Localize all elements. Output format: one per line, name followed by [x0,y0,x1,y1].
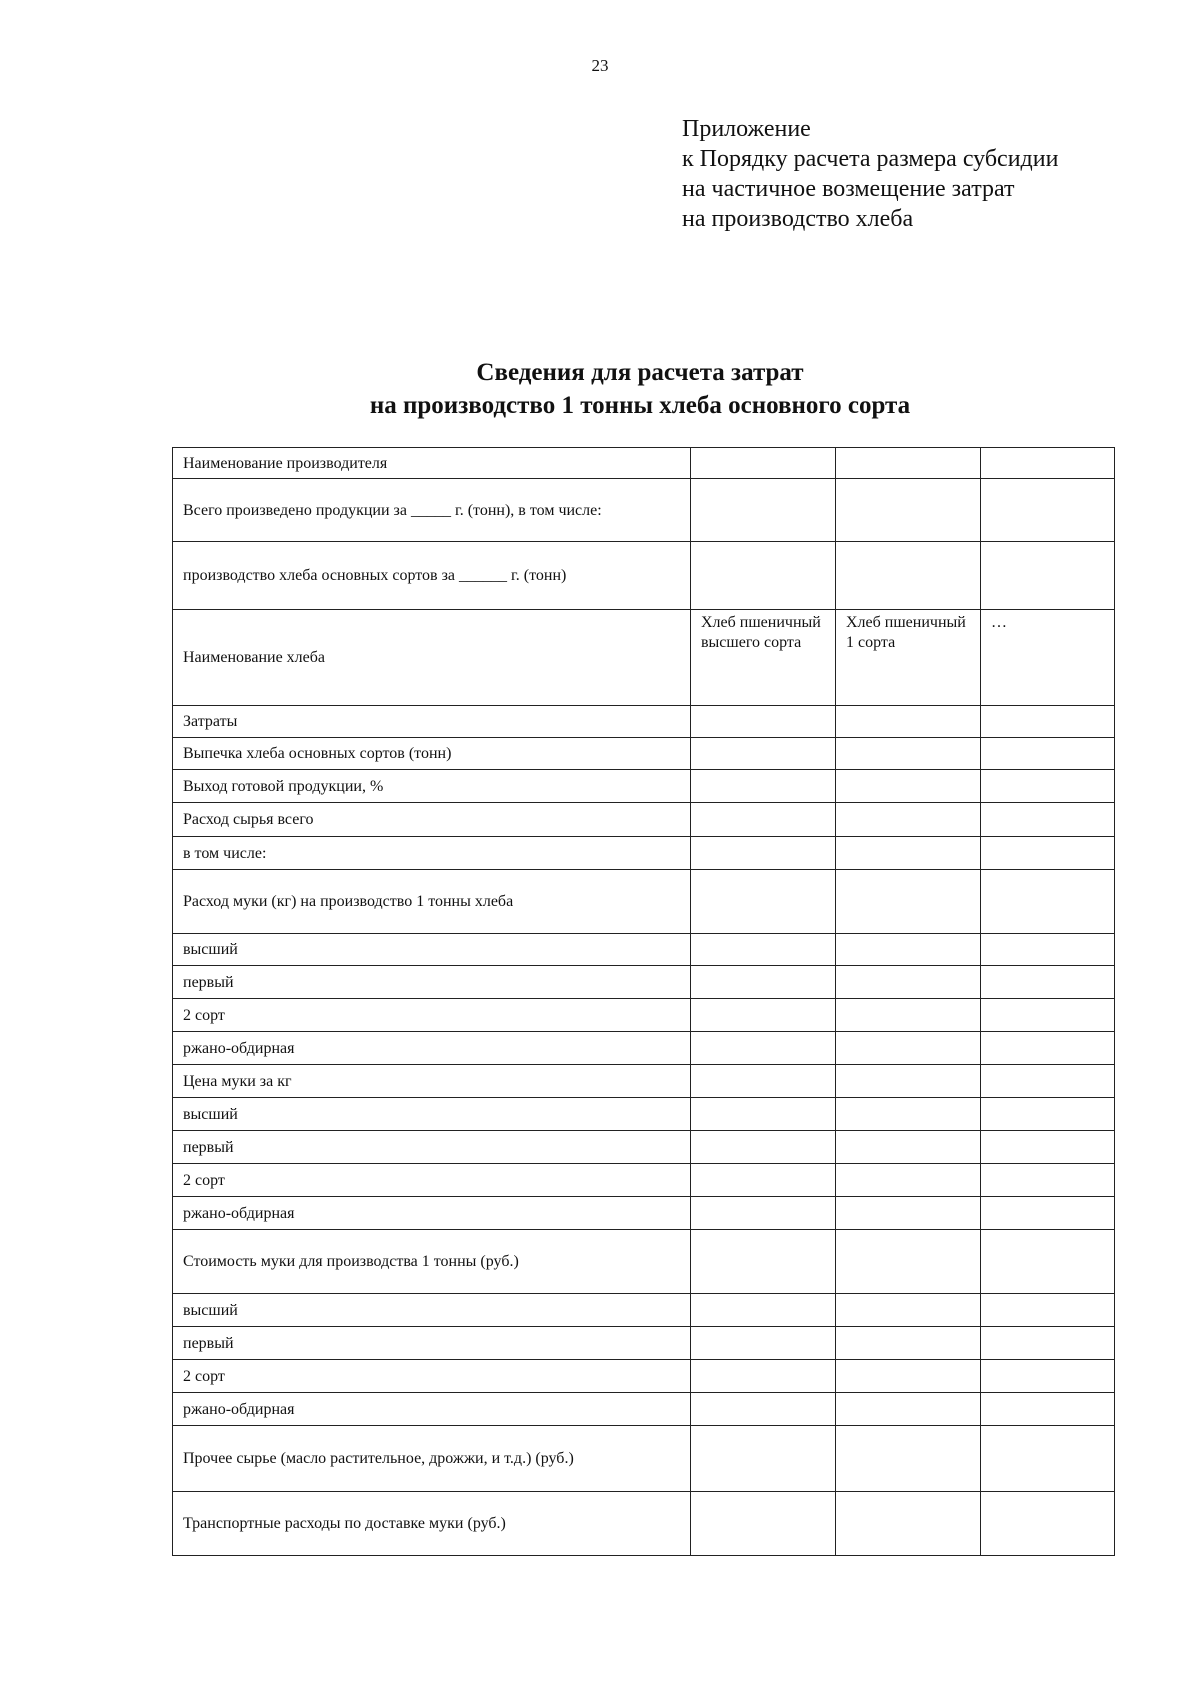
title-line: на производство 1 тонны хлеба основного сорта [369,392,911,419]
table-cell[interactable] [691,837,836,870]
table-cell[interactable] [691,1230,836,1294]
table-cell[interactable] [691,542,836,610]
table-cell[interactable] [981,1164,1115,1197]
table-cell[interactable] [836,1327,981,1360]
table-cell[interactable] [836,706,981,738]
row-label: высший [173,1294,691,1327]
table-cell[interactable] [981,934,1115,966]
table-cell[interactable] [981,1032,1115,1065]
table-cell[interactable] [981,1098,1115,1131]
table-cell[interactable] [691,1426,836,1492]
table-cell[interactable] [836,1065,981,1098]
table-body [173,706,1115,1556]
table-cell[interactable] [981,999,1115,1032]
table-cell[interactable] [981,738,1115,770]
producer-name-label: Наименование производителя [173,448,691,479]
table-row [173,1360,1115,1393]
table-cell[interactable] [981,966,1115,999]
table-cell[interactable] [691,1131,836,1164]
row-label: Расход сырья всего [173,803,691,837]
table-cell[interactable] [691,870,836,934]
table-cell[interactable] [836,1492,981,1556]
page-number: 23 [591,56,609,75]
table-row [173,1393,1115,1426]
row-label: Транспортные расходы по доставке муки (руб.) [173,1492,691,1556]
table-row [173,1065,1115,1098]
table-cell[interactable] [836,870,981,934]
bread-name-label: Наименование хлеба [173,610,691,706]
table-row [173,706,1115,738]
table-cell[interactable] [691,1065,836,1098]
table-row [173,1197,1115,1230]
table-cell[interactable] [836,1032,981,1065]
table-cell[interactable] [981,706,1115,738]
title-line: Сведения для расчета затрат [476,359,804,386]
table-cell[interactable] [836,1164,981,1197]
table-cell[interactable] [836,837,981,870]
appendix-line: к Порядку расчета размера субсидии [682,146,1059,172]
row-label: ржано-обдирная [173,1197,691,1230]
table-row [173,837,1115,870]
table-cell[interactable] [981,1294,1115,1327]
table-cell[interactable] [691,1032,836,1065]
table-cell[interactable] [836,999,981,1032]
table-row [173,1164,1115,1197]
basic-bread-production-label: производство хлеба основных сортов за ______ г. (тонн) [173,542,691,610]
table-cell[interactable] [836,803,981,837]
table-cell[interactable] [836,1426,981,1492]
table-row [173,870,1115,934]
table-row [173,1032,1115,1065]
row-label: 2 сорт [173,1164,691,1197]
table-cell[interactable] [981,870,1115,934]
table-cell[interactable] [836,934,981,966]
column-header: Хлеб пшеничный высшего сорта [691,610,836,706]
table-cell[interactable] [981,770,1115,803]
row-label: Цена муки за кг [173,1065,691,1098]
table-cell[interactable] [691,738,836,770]
table-row [173,1426,1115,1492]
table-cell[interactable] [836,1393,981,1426]
table-cell[interactable] [836,1294,981,1327]
table-row [173,1327,1115,1360]
table-cell[interactable] [981,448,1115,479]
table-cell[interactable] [981,837,1115,870]
total-production-label: Всего произведено продукции за _____ г. (тонн), в том числе: [173,479,691,542]
table-cell[interactable] [691,999,836,1032]
table-cell[interactable] [691,1327,836,1360]
row-label: Выход готовой продукции, % [173,770,691,803]
appendix-line: на производство хлеба [682,206,914,232]
table-cell[interactable] [981,1393,1115,1426]
table-cell[interactable] [691,1492,836,1556]
table-cell[interactable] [981,479,1115,542]
row-label: Выпечка хлеба основных сортов (тонн) [173,738,691,770]
row-label: ржано-обдирная [173,1393,691,1426]
row-label: Расход муки (кг) на производство 1 тонны хлеба [173,870,691,934]
column-header: Хлеб пшеничный 1 сорта [836,610,981,706]
row-label: высший [173,1098,691,1131]
table-row [173,738,1115,770]
row-label: в том числе: [173,837,691,870]
table-row [173,934,1115,966]
table-cell[interactable] [981,1360,1115,1393]
column-header: … [981,610,1115,706]
table-row [173,1230,1115,1294]
table-cell[interactable] [691,966,836,999]
table-row [173,770,1115,803]
table-cell[interactable] [981,1197,1115,1230]
table-cell[interactable] [691,1098,836,1131]
table-row [173,999,1115,1032]
row-label: Стоимость муки для производства 1 тонны (руб.) [173,1230,691,1294]
table-cell[interactable] [836,1131,981,1164]
table-cell[interactable] [691,479,836,542]
table-cell[interactable] [691,448,836,479]
table-cell[interactable] [981,542,1115,610]
row-label: Прочее сырье (масло растительное, дрожжи, и т.д.) (руб.) [173,1426,691,1492]
table-row [173,803,1115,837]
table-cell[interactable] [836,1098,981,1131]
table-row [173,1492,1115,1556]
table-cell[interactable] [981,803,1115,837]
table-cell[interactable] [836,738,981,770]
cost-form-table [172,447,1115,1556]
row-label: 2 сорт [173,999,691,1032]
row-label: первый [173,1327,691,1360]
row-label: Затраты [173,706,691,738]
table-cell[interactable] [981,1426,1115,1492]
table-cell[interactable] [836,966,981,999]
table-cell[interactable] [691,803,836,837]
table-row [173,1098,1115,1131]
row-label: высший [173,934,691,966]
table-row [173,1294,1115,1327]
table-cell[interactable] [836,479,981,542]
table-row [173,966,1115,999]
table-cell[interactable] [836,542,981,610]
table-cell[interactable] [691,1164,836,1197]
table-cell[interactable] [836,1360,981,1393]
row-label: ржано-обдирная [173,1032,691,1065]
appendix-heading [682,114,1058,234]
table-cell[interactable] [691,1360,836,1393]
table-cell[interactable] [836,1197,981,1230]
table-cell[interactable] [691,1393,836,1426]
table-cell[interactable] [691,1294,836,1327]
row-label: 2 сорт [173,1360,691,1393]
table-cell[interactable] [981,1327,1115,1360]
row-label: первый [173,1131,691,1164]
table-row [173,1131,1115,1164]
table-cell[interactable] [836,770,981,803]
appendix-line: на частичное возмещение затрат [682,176,1015,202]
document-title [0,356,1200,422]
table-cell[interactable] [981,1065,1115,1098]
table-cell[interactable] [691,934,836,966]
table-cell[interactable] [981,1492,1115,1556]
appendix-line: Приложение [682,116,811,142]
table-cell[interactable] [691,770,836,803]
table-cell[interactable] [981,1131,1115,1164]
table-cell[interactable] [836,1230,981,1294]
row-label: первый [173,966,691,999]
table-cell[interactable] [981,1230,1115,1294]
table-cell[interactable] [691,1197,836,1230]
table-cell[interactable] [691,706,836,738]
table-cell[interactable] [836,448,981,479]
